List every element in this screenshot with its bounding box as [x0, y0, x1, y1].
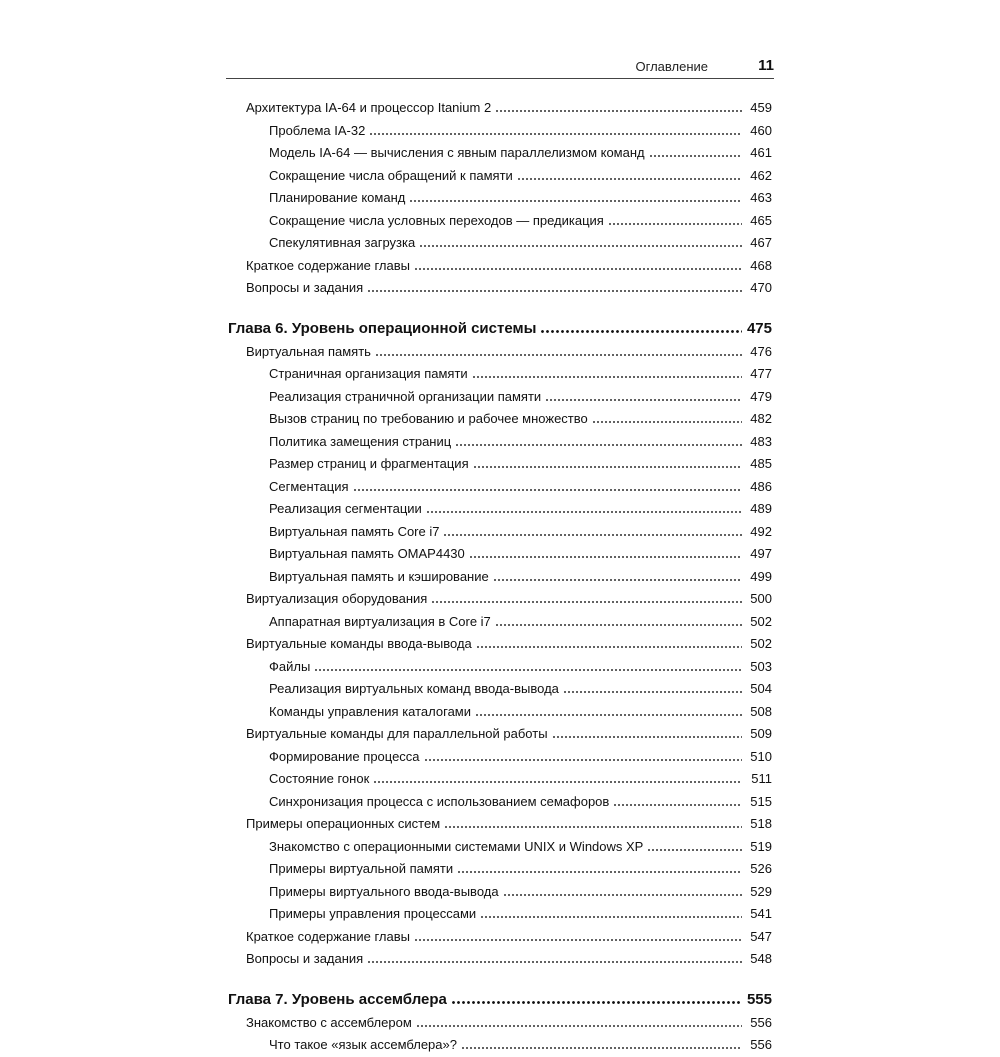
toc-entry-title: Размер страниц и фрагментация — [269, 456, 469, 471]
dot-leader — [472, 375, 742, 379]
page-number: 11 — [758, 57, 774, 74]
dot-leader — [475, 713, 742, 717]
dot-leader — [443, 533, 742, 537]
dot-leader — [473, 465, 742, 469]
toc-entry — [228, 791, 772, 814]
dot-leader — [480, 915, 742, 919]
toc-entry-page: 503 — [750, 658, 772, 674]
dot-leader — [426, 510, 742, 514]
dot-leader — [469, 555, 742, 559]
dot-leader — [367, 960, 742, 964]
dot-leader — [476, 645, 742, 649]
toc-entry — [228, 255, 772, 278]
toc-entry-title: Вопросы и задания — [246, 951, 364, 966]
toc-entry — [228, 341, 772, 364]
dot-leader — [545, 398, 742, 402]
toc-entry — [228, 232, 772, 255]
toc-entry-page: 482 — [750, 411, 772, 426]
toc-entry — [228, 611, 772, 634]
toc-entry-title: Глава 6. Уровень операционной системы — [228, 319, 537, 337]
toc-entry — [228, 363, 772, 386]
toc-entry-title: Спекулятивная загрузка — [269, 235, 416, 250]
header-rule — [226, 78, 774, 79]
toc-entry-title: Примеры управления процессами — [269, 906, 477, 921]
toc-entry-page: 465 — [750, 212, 772, 228]
toc-entry-page: 468 — [750, 257, 772, 273]
toc-entry-page: 529 — [750, 883, 772, 899]
toc-entry — [228, 431, 772, 454]
dot-leader — [369, 132, 742, 136]
toc-entry-page: 489 — [750, 501, 772, 516]
toc-entry-page: 463 — [750, 190, 772, 205]
toc-entry-page: 467 — [750, 235, 772, 250]
toc-entry-page: 486 — [750, 478, 772, 494]
toc-entry — [228, 903, 772, 926]
toc-entry-title: Политика замещения страниц — [269, 433, 452, 449]
toc-entry-title: Примеры виртуальной памяти — [269, 861, 454, 876]
table-of-contents — [228, 97, 772, 1057]
dot-leader — [414, 267, 742, 271]
toc-entry-title: Знакомство с ассемблером — [246, 1014, 412, 1030]
dot-leader — [314, 668, 742, 672]
toc-entry-page: 485 — [750, 456, 772, 471]
dot-leader — [444, 825, 742, 829]
toc-entry-page: 497 — [750, 546, 772, 561]
toc-entry-title: Глава 7. Уровень ассемблера — [228, 990, 447, 1008]
toc-entry-page: 548 — [750, 951, 772, 966]
toc-entry-title: Примеры операционных систем — [246, 816, 441, 831]
toc-entry-page: 479 — [750, 388, 772, 404]
toc-entry — [228, 926, 772, 949]
toc-entry-title: Реализация страничной организации памяти — [269, 388, 542, 404]
toc-entry — [228, 723, 772, 746]
dot-leader — [608, 222, 742, 226]
toc-entry-page: 475 — [746, 319, 772, 337]
toc-entry-title: Краткое содержание главы — [246, 928, 410, 944]
toc-entry — [228, 701, 772, 724]
toc-entry-page: 460 — [750, 122, 772, 138]
dot-leader — [424, 758, 742, 762]
toc-entry-page: 499 — [750, 568, 772, 584]
toc-entry-title: Вопросы и задания — [246, 280, 364, 295]
toc-entry-page: 555 — [746, 990, 772, 1008]
toc-entry-page: 508 — [750, 703, 772, 719]
toc-entry-page: 462 — [750, 167, 772, 183]
toc-entry-page: 502 — [750, 636, 772, 651]
toc-entry-page: 476 — [750, 343, 772, 359]
toc-entry — [228, 881, 772, 904]
dot-leader — [409, 199, 742, 203]
toc-entry — [228, 187, 772, 210]
toc-entry-page: 547 — [750, 928, 772, 944]
dot-leader — [451, 1000, 742, 1005]
toc-entry — [228, 1012, 772, 1035]
toc-entry-page: 502 — [750, 613, 772, 629]
toc-entry-page: 470 — [750, 280, 772, 295]
toc-entry-page: 477 — [750, 366, 772, 381]
dot-leader — [416, 1024, 742, 1028]
dot-leader — [552, 735, 742, 739]
toc-entry — [228, 521, 772, 544]
toc-entry-title: Виртуальная память OMAP4430 — [269, 546, 465, 561]
toc-entry — [228, 656, 772, 679]
toc-entry-title: Сокращение числа обращений к памяти — [269, 167, 513, 183]
toc-entry-title: Синхронизация процесса с использованием семафоров — [269, 793, 610, 809]
toc-entry — [228, 746, 772, 769]
toc-entry — [228, 453, 772, 476]
toc-entry — [228, 120, 772, 143]
toc-entry-page: 541 — [750, 906, 772, 921]
toc-entry-page: 511 — [751, 771, 772, 786]
toc-entry-page: 504 — [750, 681, 772, 696]
dot-leader — [540, 329, 742, 334]
toc-entry-page: 483 — [750, 433, 772, 449]
toc-entry-title: Вызов страниц по требованию и рабочее множество — [269, 411, 588, 426]
toc-entry-title: Виртуальные команды для параллельной работы — [246, 726, 548, 741]
dot-leader — [503, 893, 742, 897]
toc-entry-page: 518 — [750, 816, 772, 831]
dot-leader — [649, 154, 742, 158]
toc-entry — [228, 566, 772, 589]
toc-entry — [228, 142, 772, 165]
toc-entry — [228, 1034, 772, 1057]
toc-entry-title: Реализация сегментации — [269, 501, 422, 516]
toc-entry — [228, 97, 772, 120]
dot-leader — [414, 938, 742, 942]
dot-leader — [495, 623, 742, 627]
toc-entry-title: Сокращение числа условных переходов — предикация — [269, 212, 604, 228]
toc-entry-page: 500 — [750, 591, 772, 606]
toc-entry-title: Что такое «язык ассемблера»? — [269, 1037, 457, 1052]
toc-entry-title: Модель IA-64 — вычисления с явным параллелизмом команд — [269, 145, 645, 160]
toc-entry-page: 526 — [750, 861, 772, 876]
toc-entry-title: Виртуальная память Core i7 — [269, 523, 440, 539]
toc-entry-title: Команды управления каталогами — [269, 703, 472, 719]
toc-entry-title: Аппаратная виртуализация в Core i7 — [269, 613, 491, 629]
toc-entry — [228, 836, 772, 859]
dot-leader — [517, 177, 742, 181]
toc-entry-title: Виртуальная память — [246, 343, 371, 359]
toc-entry — [228, 408, 772, 431]
toc-entry — [228, 165, 772, 188]
toc-entry — [228, 588, 772, 611]
dot-leader — [563, 690, 742, 694]
toc-entry-page: 461 — [750, 145, 772, 160]
toc-entry-title: Проблема IA-32 — [269, 122, 366, 138]
toc-entry-page: 556 — [750, 1037, 772, 1052]
toc-entry — [228, 858, 772, 881]
toc-entry — [228, 948, 772, 971]
toc-entry-title: Страничная организация памяти — [269, 366, 468, 381]
dot-leader — [419, 244, 742, 248]
dot-leader — [592, 420, 742, 424]
dot-leader — [353, 488, 743, 492]
toc-entry-title: Состояние гонок — [269, 771, 370, 786]
toc-entry-title: Примеры виртуального ввода-вывода — [269, 883, 499, 899]
toc-entry — [228, 813, 772, 836]
dot-leader — [431, 600, 742, 604]
toc-entry-page: 492 — [750, 523, 772, 539]
running-header — [226, 55, 774, 79]
toc-entry-page: 515 — [750, 793, 772, 809]
dot-leader — [375, 353, 742, 357]
toc-entry-title: Виртуальная память и кэширование — [269, 568, 489, 584]
toc-entry-page: 459 — [750, 100, 772, 115]
running-header-title: Оглавление — [635, 59, 708, 74]
toc-entry-title: Виртуализация оборудования — [246, 591, 428, 606]
toc-entry — [228, 678, 772, 701]
dot-leader — [461, 1046, 742, 1050]
toc-entry-page: 509 — [750, 726, 772, 741]
toc-entry-title: Краткое содержание главы — [246, 257, 410, 273]
toc-entry-title: Формирование процесса — [269, 748, 420, 764]
toc-entry — [228, 277, 772, 300]
dot-leader — [647, 848, 742, 852]
dot-leader — [613, 803, 742, 807]
toc-entry-title: Виртуальные команды ввода-вывода — [246, 636, 472, 651]
dot-leader — [373, 780, 742, 784]
toc-entry-page: 519 — [750, 838, 772, 854]
toc-entry — [228, 386, 772, 409]
toc-entry-title: Сегментация — [269, 478, 349, 494]
dot-leader — [495, 109, 742, 113]
toc-entry-title: Реализация виртуальных команд ввода-вывода — [269, 681, 559, 696]
toc-entry — [228, 543, 772, 566]
toc-entry-title: Файлы — [269, 658, 311, 674]
toc-entry — [228, 633, 772, 656]
toc-entry-page: 556 — [750, 1014, 772, 1030]
toc-entry-title: Знакомство с операционными системами UNIX и Windows XP — [269, 838, 644, 854]
toc-entry-title: Планирование команд — [269, 190, 406, 205]
dot-leader — [493, 578, 742, 582]
dot-leader — [457, 870, 742, 874]
toc-entry-title: Архитектура IA-64 и процессор Itanium 2 — [246, 100, 492, 115]
toc-entry — [228, 498, 772, 521]
dot-leader — [367, 289, 742, 293]
toc-entry — [228, 476, 772, 499]
toc-entry — [228, 210, 772, 233]
toc-entry-page: 510 — [750, 748, 772, 764]
toc-chapter-entry — [228, 317, 772, 341]
dot-leader — [455, 443, 742, 447]
toc-entry — [228, 768, 772, 791]
